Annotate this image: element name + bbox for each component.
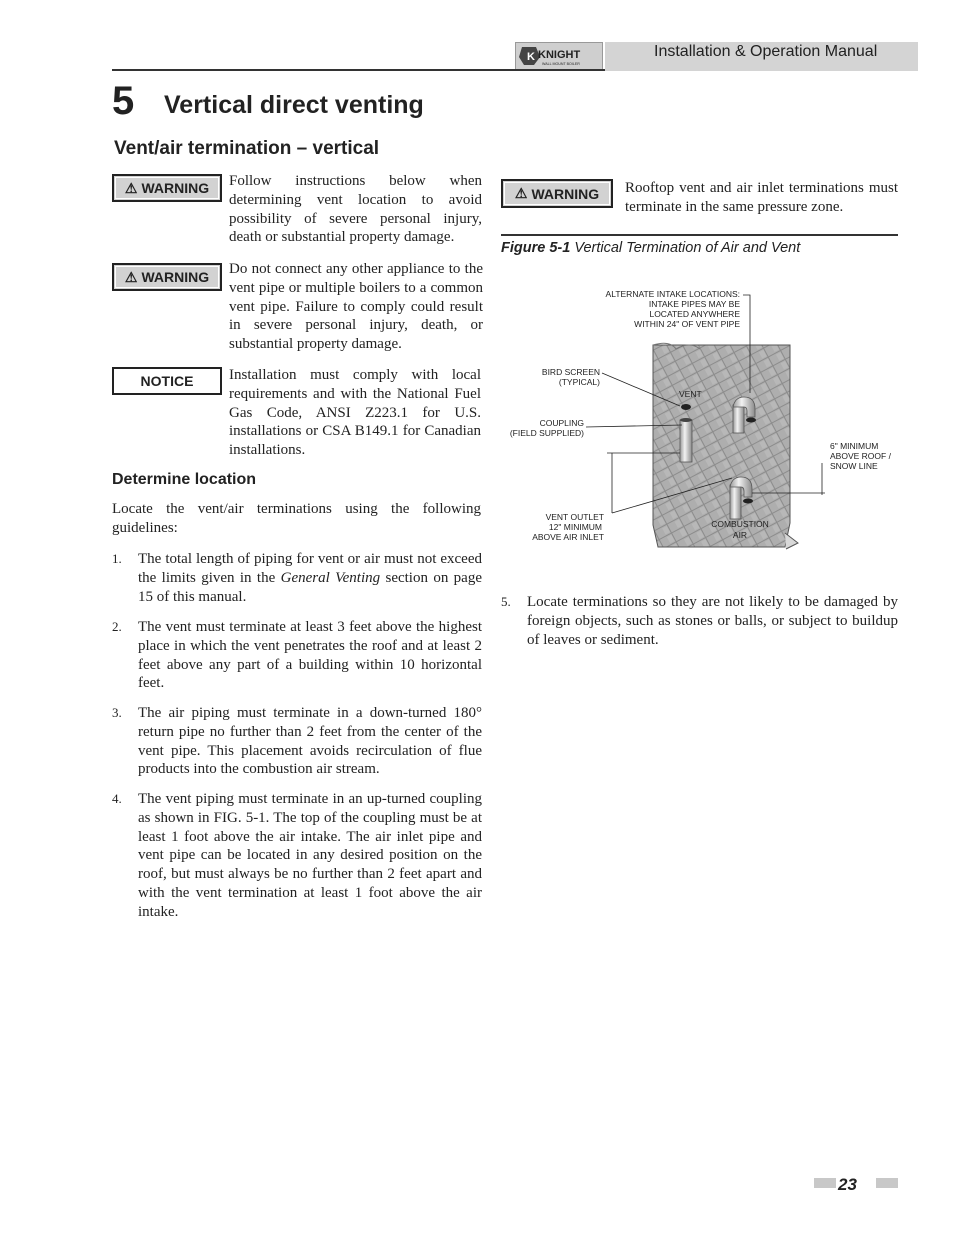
vent-coupling-pipe xyxy=(680,420,692,462)
warning-triangle-icon: ⚠ xyxy=(124,268,138,285)
list-item-text xyxy=(138,550,482,606)
alt-intake-pipe xyxy=(733,405,744,433)
list-item-text: The vent piping must terminate in an up-turned coupling as shown in FIG. 5-1. The top of the coupling must be at least 1 foot above the air intake. The air inlet pipe and vent pipe can be located in any desired position on the roof, but must always be no further than 2 feet apart and with the vent termination at least 1 foot above the air intake. xyxy=(138,791,482,920)
warning-label: WARNING xyxy=(141,180,210,196)
logo-text: KNIGHT xyxy=(538,49,581,61)
bird-screen-label: BIRD SCREEN xyxy=(541,367,600,377)
logo-mark-text: K xyxy=(527,51,535,63)
knight-logo xyxy=(515,42,603,70)
combustion-air-label: AIR xyxy=(732,530,748,540)
figure-rule xyxy=(501,234,898,236)
vent-outlet-label: ABOVE AIR INLET xyxy=(532,532,604,542)
logo-subtext: WALL MOUNT BOILER xyxy=(542,62,580,66)
min-above-roof-label: ABOVE ROOF / xyxy=(830,451,891,461)
warning-label: WARNING xyxy=(141,269,210,285)
warning-triangle-icon: ⚠ xyxy=(124,179,138,196)
list-item-text: The air piping must terminate in a down-turned 180° return pipe no further than 2 feet from the center of the vent pipe. This placement avoids recirculation of flue products into the combustion air stream. xyxy=(138,705,482,778)
list-item-number: 3. xyxy=(112,705,122,720)
warning-badge-1 xyxy=(112,174,222,202)
list-item-text: The vent must terminate at least 3 feet above the highest place in which the vent penetrates the roof and at least 2 feet above any part of a building within 10 horizontal feet. xyxy=(138,619,482,692)
list-item-number: 4. xyxy=(112,791,122,806)
notice-text: Installation must comply with local requirements and with the National Fuel Gas Code, ANSI Z223.1 for U.S. installations or CSA B149.1 for Canadian installations. xyxy=(229,367,481,459)
determine-location-intro: Locate the vent/air terminations using the following guidelines: xyxy=(112,501,481,536)
warning-badge-2 xyxy=(112,263,222,291)
bird-screen-label: (TYPICAL) xyxy=(558,377,600,387)
section-title: Vent/air termination – vertical xyxy=(114,138,380,159)
alt-intake-label-line: WITHIN 24" OF VENT PIPE xyxy=(634,319,740,329)
warning-text-3: Rooftop vent and air inlet terminations must terminate in the same pressure zone. xyxy=(625,180,898,215)
alt-intake-label-line: INTAKE PIPES MAY BE xyxy=(648,299,740,309)
manual-title: Installation & Operation Manual xyxy=(654,43,878,60)
warning-text-1: Follow instructions below when determining vent location to avoid possibility of severe personal injury, death or substantial property damage. xyxy=(229,173,482,246)
list-item-text-part: section on page 15 of this manual. xyxy=(138,569,482,605)
chapter-number: 5 xyxy=(112,79,135,123)
combustion-air-screen-icon xyxy=(743,499,753,504)
list-item-number: 5. xyxy=(501,594,511,609)
figure-caption xyxy=(501,239,800,257)
combustion-air-pipe xyxy=(730,485,741,519)
warning-text-2: Do not connect any other appliance to the vent pipe or multiple boilers to a common vent pipe. Failure to comply could result in severe personal injury, death, or substantial property damage. xyxy=(229,261,483,353)
vent-label: VENT xyxy=(679,389,702,399)
figure-caption-text: Vertical Termination of Air and Vent xyxy=(574,240,801,256)
notice-badge xyxy=(112,367,222,395)
bird-screen-icon xyxy=(681,404,691,410)
notice-label: NOTICE xyxy=(140,373,194,389)
page-number: 23 xyxy=(838,1175,857,1194)
header-rule xyxy=(112,69,605,71)
vent-outlet-label: 12" MINIMUM xyxy=(548,522,602,532)
roof-break-edge xyxy=(785,533,798,549)
page-bar-right xyxy=(876,1178,898,1188)
warning-triangle-icon: ⚠ xyxy=(514,185,528,201)
vent-outlet-label: VENT OUTLET xyxy=(545,512,604,522)
alt-intake-screen-icon xyxy=(746,418,756,423)
combustion-air-label: COMBUSTION xyxy=(711,519,769,529)
coupling-label: COUPLING xyxy=(539,418,584,428)
list-item-number: 1. xyxy=(112,551,122,566)
vent-pipe-opening xyxy=(680,418,692,422)
list-item-text-part: The total length of piping for vent or air must not exceed the limits given in the xyxy=(138,551,482,586)
list-item-number: 2. xyxy=(112,619,122,634)
vertical-termination-diagram xyxy=(500,285,900,560)
general-venting-ref: General Venting xyxy=(280,569,381,586)
warning-badge-3 xyxy=(501,179,613,208)
page-bar-left xyxy=(814,1178,836,1188)
list-item-text: Locate terminations so they are not likely to be damaged by foreign objects, such as stones or balls, or subject to buildup of leaves or sediment. xyxy=(527,594,898,648)
determine-location-title: Determine location xyxy=(112,471,257,488)
warning-label: WARNING xyxy=(531,185,600,202)
figure-label: Figure 5-1 xyxy=(501,240,571,256)
chapter-title: Vertical direct venting xyxy=(164,91,424,119)
coupling-label: (FIELD SUPPLIED) xyxy=(509,428,584,438)
alt-intake-label-line: ALTERNATE INTAKE LOCATIONS: xyxy=(605,289,740,299)
alt-intake-label-line: LOCATED ANYWHERE xyxy=(649,309,740,319)
roof-panel xyxy=(653,345,790,547)
min-above-roof-label: 6" MINIMUM xyxy=(830,441,879,451)
min-above-roof-label: SNOW LINE xyxy=(830,461,878,471)
